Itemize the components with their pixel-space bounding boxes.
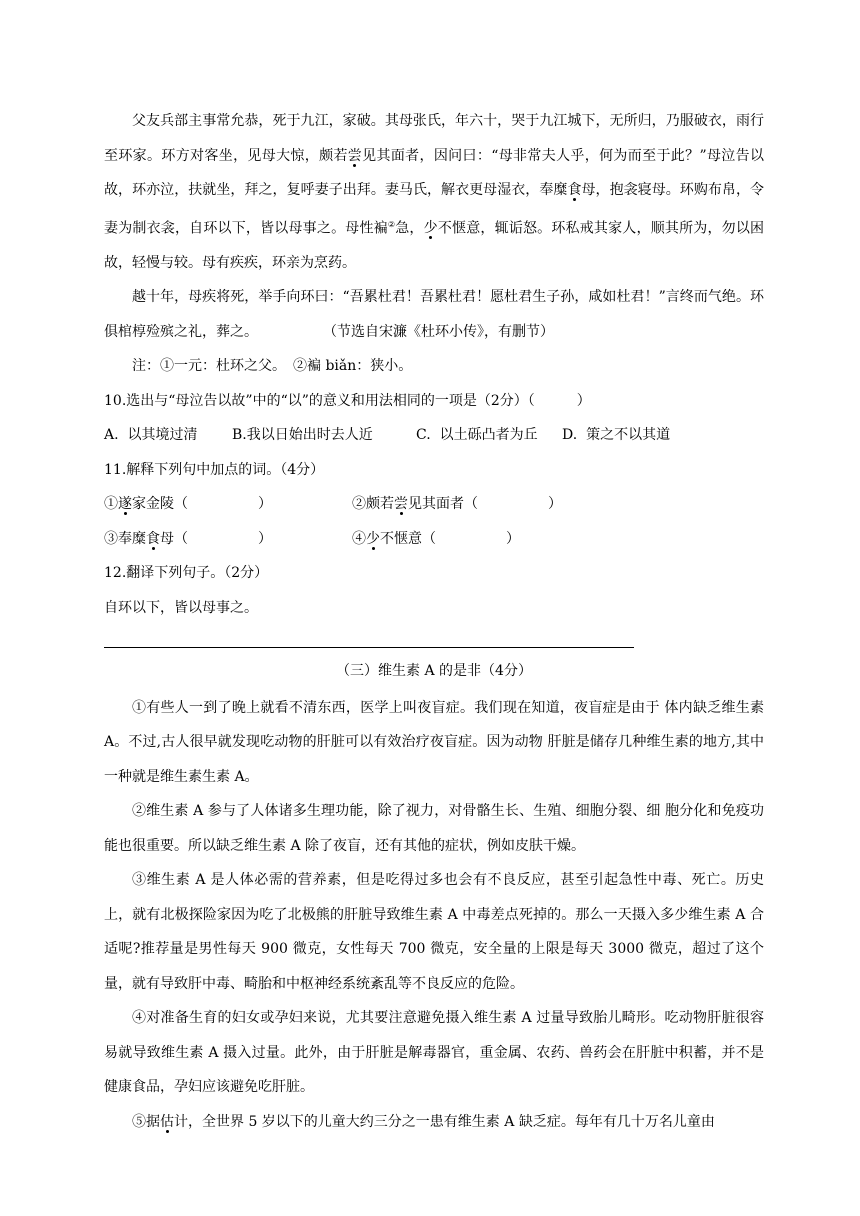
exam-page	[104, 104, 764, 1139]
dotted-char: 少	[423, 220, 438, 237]
question-11-item-4: ④少不惬意（ ）	[352, 530, 520, 547]
question-11-row-2	[104, 522, 764, 557]
option-a: A. 以其境过清	[104, 427, 198, 444]
option-b: B.我以日始出时去人近	[232, 427, 373, 444]
question-11-row-1	[104, 487, 764, 522]
footnote-marker: ②	[387, 219, 396, 229]
passage-source: （节选自宋濂《杜环小传》，有删节）	[330, 323, 554, 340]
question-10-stem: 10.选出与“母泣告以故”中的“以”的意义和用法相同的一项是（2分）（ ）	[104, 392, 591, 409]
section-3-paragraph-5: ⑤据估计，全世界 5 岁以下的儿童大约三分之一患有维生素 A 缺乏症。每年有几十万名儿童由	[132, 1113, 715, 1130]
section-3-paragraph-3: ③维生素 A 是人体必需的营养素，但是吃得过多也会有不良反应，甚至引起急性中毒、死亡。历史上，就有北极探险家因为吃了北极熊的肝脏导致维生素 A 中毒差点死掉的。那么一天摄入多少维生素 A 合适呢?推荐量是男性每天 900 微克，女性每天 700 微克，安全量的上限是每天 3000 微克，超过了这个量，就有导致肝中毒、畸胎和中枢神经系统紊乱等不良反应的危险。	[104, 872, 764, 992]
answer-line[interactable]	[104, 647, 634, 648]
question-11-item-1: ①遂家金陵（ ）	[104, 496, 272, 513]
passage-paragraph-2: 越十年，母疾将死，举手向环曰：“吾累杜君！吾累杜君！愿杜君生子孙，咸如杜君！”言终而气绝。环俱棺椁殓殡之礼，葬之。 （节选自宋濂《杜环小传》，有删节）	[104, 289, 764, 340]
question-11-item-3: ③奉糜食母（ ）	[104, 530, 272, 547]
section-3-paragraph-1: ①有些人一到了晚上就看不清东西，医学上叫夜盲症。我们现在知道，夜盲症是由于 体内缺乏维生素 A。不过,古人很早就发现吃动物的肝脏可以有效治疗夜盲症。因为动物 肝脏是储存几种维生素的地方,其中一种就是维生素生素 A。	[104, 699, 764, 785]
section-3-paragraph-4: ④对准备生育的妇女或孕妇来说，尤其要注意避免摄入维生素 A 过量导致胎儿畸形。吃动物肝脏很容易就导致维生素 A 摄入过量。此外，由于肝脏是解毒器官，重金属、农药、兽药会在肝脏中积蓄，并不是健康食品，孕妇应该避免吃肝脏。	[104, 1010, 764, 1096]
question-11-item-2: ②颇若尝见其面者（ ）	[352, 496, 562, 513]
dotted-char: 尝	[347, 147, 363, 164]
question-12-sentence: 自环以下，皆以母事之。	[104, 599, 258, 616]
option-c: C. 以土砾凸者为丘	[416, 427, 538, 444]
passage-paragraph-1: 父友兵部主事常允恭，死于九江，家破。其母张氏，年六十，哭于九江城下，无所归，乃服破衣，雨行至环家。环方对客坐，见母大惊，颇若尝见其面者，因问曰：“母非常夫人乎，何为而至于此？”母泣告以故，环亦泣，扶就坐，拜之，复呼妻子出拜。妻马氏，解衣更母湿衣，奉糜食母，抱衾寝母。环购布帛，令妻为制衣衾，自环以下，皆以母事之。母性褊②急，少不惬意，辄诟怒。环私戒其家人，顺其所为，勿以困故，轻慢与较。母有疾疾，环亲为烹药。	[104, 113, 765, 271]
option-d: D. 策之不以其道	[562, 427, 671, 444]
passage-note: 注：①一元：杜环之父。 ②褊 biǎn：狭小。	[132, 358, 413, 375]
section-3-paragraph-2: ②维生素 A 参与了人体诸多生理功能，除了视力，对骨骼生长、生殖、细胞分裂、细 胞分化和免疫功能也很重要。所以缺乏维生素 A 除了夜盲，还有其他的症状，例如皮肤干燥。	[104, 803, 764, 854]
question-11-stem: 11.解释下列句中加点的词。（4分）	[104, 461, 325, 478]
question-10-options	[104, 418, 764, 453]
dotted-char: 食	[567, 182, 582, 198]
dotted-phrase: 据估计	[146, 1113, 188, 1130]
section-3-title: （三）维生素 A 的是非（4分）	[336, 663, 532, 680]
question-12-stem: 12.翻译下列句子。（2分）	[104, 565, 269, 582]
